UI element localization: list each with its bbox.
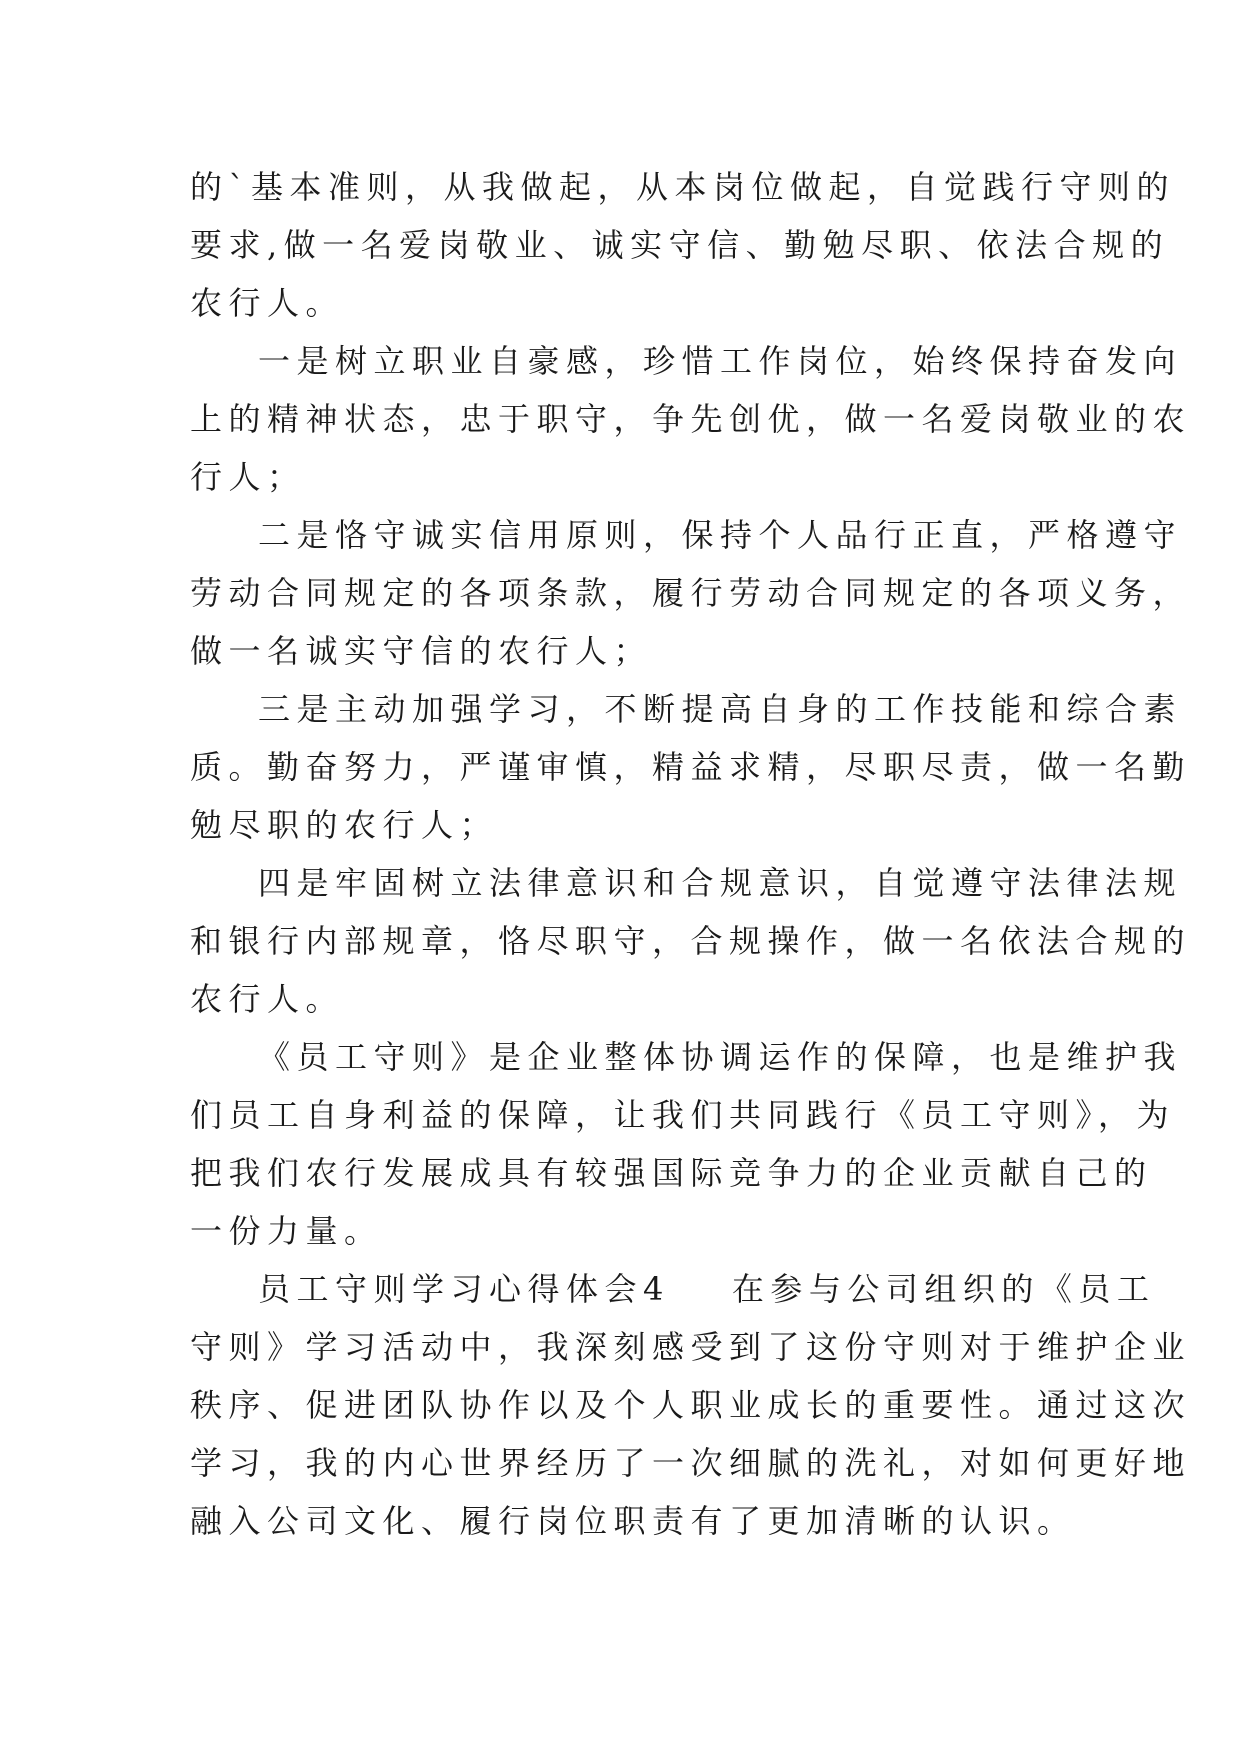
text-line: 劳动合同规定的各项条款，履行劳动合同规定的各项义务， (190, 574, 1192, 612)
text-line: 《员工守则》是企业整体协调运作的保障，也是维护我 (258, 1038, 1183, 1076)
section-heading-line (190, 1260, 1156, 1318)
text-line: 们员工自身利益的保障，让我们共同践行《员工守则》，为 (190, 1096, 1176, 1134)
text-line: 的`基本准则，从我做起，从本岗位做起，自觉践行守则的 (190, 168, 1176, 206)
text-line: 在参与公司组织的《员工 (731, 1270, 1156, 1308)
text-line: 质。勤奋努力，严谨审慎，精益求精，尽职尽责，做一名勤 (190, 748, 1192, 786)
text-line: 融入公司文化、履行岗位职责有了更加清晰的认识。 (190, 1502, 1076, 1540)
text-line: 农行人。 (190, 980, 345, 1018)
text-line: 行人； (190, 458, 306, 496)
text-line: 把我们农行发展成具有较强国际竞争力的企业贡献自己的 (190, 1154, 1153, 1192)
text-line: 三是主动加强学习，不断提高自身的工作技能和综合素 (258, 690, 1183, 728)
text-line: 要求,做一名爱岗敬业、诚实守信、勤勉尽职、依法合规的 (190, 226, 1170, 264)
text-line: 一份力量。 (190, 1212, 383, 1250)
text-line: 勉尽职的农行人； (190, 806, 499, 844)
text-line: 秩序、促进团队协作以及个人职业成长的重要性。通过这次 (190, 1386, 1192, 1424)
text-line: 上的精神状态，忠于职守，争先创优，做一名爱岗敬业的农 (190, 400, 1192, 438)
text-line: 和银行内部规章，恪尽职守，合规操作，做一名依法合规的 (190, 922, 1192, 960)
text-line: 守则》学习活动中，我深刻感受到了这份守则对于维护企业 (190, 1328, 1192, 1366)
text-line: 做一名诚实守信的农行人； (190, 632, 653, 670)
text-line: 农行人。 (190, 284, 345, 322)
text-line: 二是恪守诚实信用原则，保持个人品行正直，严格遵守 (258, 516, 1183, 554)
text-line: 一是树立职业自豪感，珍惜工作岗位，始终保持奋发向 (258, 342, 1183, 380)
document-body (190, 158, 1192, 1550)
text-line: 学习，我的内心世界经历了一次细腻的洗礼，对如何更好地 (190, 1444, 1192, 1482)
section-heading: 员工守则学习心得体会4 (258, 1270, 670, 1308)
text-line: 四是牢固树立法律意识和合规意识，自觉遵守法律法规 (258, 864, 1183, 902)
